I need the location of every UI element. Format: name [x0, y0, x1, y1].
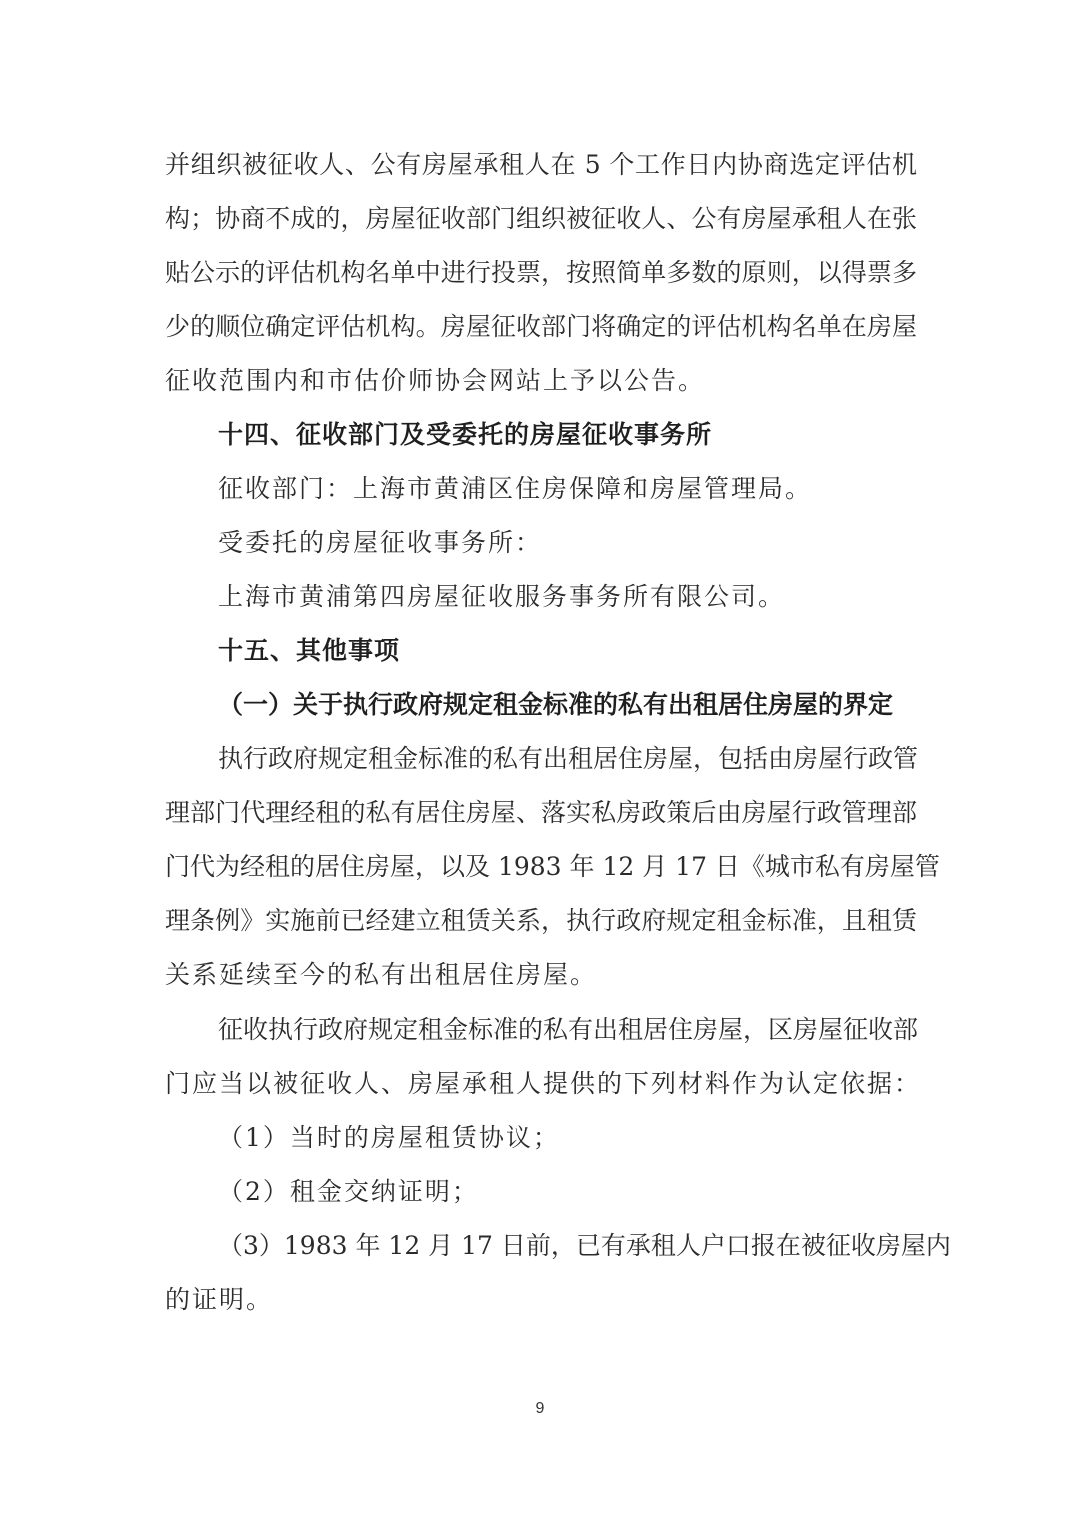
- page-number: 9: [535, 1400, 545, 1417]
- sub-heading: （一）关于执行政府规定租金标准的私有出租居住房屋的界定: [218, 690, 894, 719]
- list-item: 的证明。: [165, 1285, 274, 1314]
- paragraph-line: 门代为经租的居住房屋，以及 1983 年 12 月 17 日《城市私有房屋管: [165, 852, 940, 881]
- list-item: （1）当时的房屋租赁协议；: [218, 1123, 560, 1152]
- list-item: （3）1983 年 12 月 17 日前，已有承租人户口报在被征收房屋内: [218, 1231, 951, 1260]
- agency-name: 上海市黄浦第四房屋征收服务事务所有限公司。: [218, 582, 786, 611]
- paragraph-line: 理条例》实施前已经建立租赁关系，执行政府规定租金标准，且租赁: [165, 906, 917, 935]
- paragraph-line: 门应当以被征收人、房屋承租人提供的下列材料作为认定依据：: [165, 1069, 922, 1098]
- agency-label: 受委托的房屋征收事务所：: [218, 528, 543, 557]
- dept-line: 征收部门：上海市黄浦区住房保障和房屋管理局。: [218, 474, 813, 503]
- paragraph-line: 并组织被征收人、公有房屋承租人在 5 个工作日内协商选定评估机: [165, 150, 917, 179]
- paragraph-line: 征收执行政府规定租金标准的私有出租居住房屋，区房屋征收部: [218, 1015, 919, 1044]
- paragraph-line: 理部门代理经租的私有居住房屋、落实私房政策后由房屋行政管理部: [165, 798, 917, 827]
- paragraph-line: 执行政府规定租金标准的私有出租居住房屋，包括由房屋行政管: [218, 744, 919, 773]
- paragraph-line: 贴公示的评估机构名单中进行投票，按照简单多数的原则，以得票多: [165, 258, 917, 287]
- paragraph-line: 构；协商不成的，房屋征收部门组织被征收人、公有房屋承租人在张: [165, 204, 917, 233]
- section-heading: 十四、征收部门及受委托的房屋征收事务所: [218, 420, 713, 449]
- paragraph-line: 关系延续至今的私有出租居住房屋。: [165, 960, 598, 989]
- section-heading: 十五、其他事项: [218, 636, 401, 665]
- list-item: （2）租金交纳证明；: [218, 1177, 479, 1206]
- paragraph-line: 少的顺位确定评估机构。房屋征收部门将确定的评估机构名单在房屋: [165, 312, 917, 341]
- paragraph-line: 征收范围内和市估价师协会网站上予以公告。: [165, 366, 706, 395]
